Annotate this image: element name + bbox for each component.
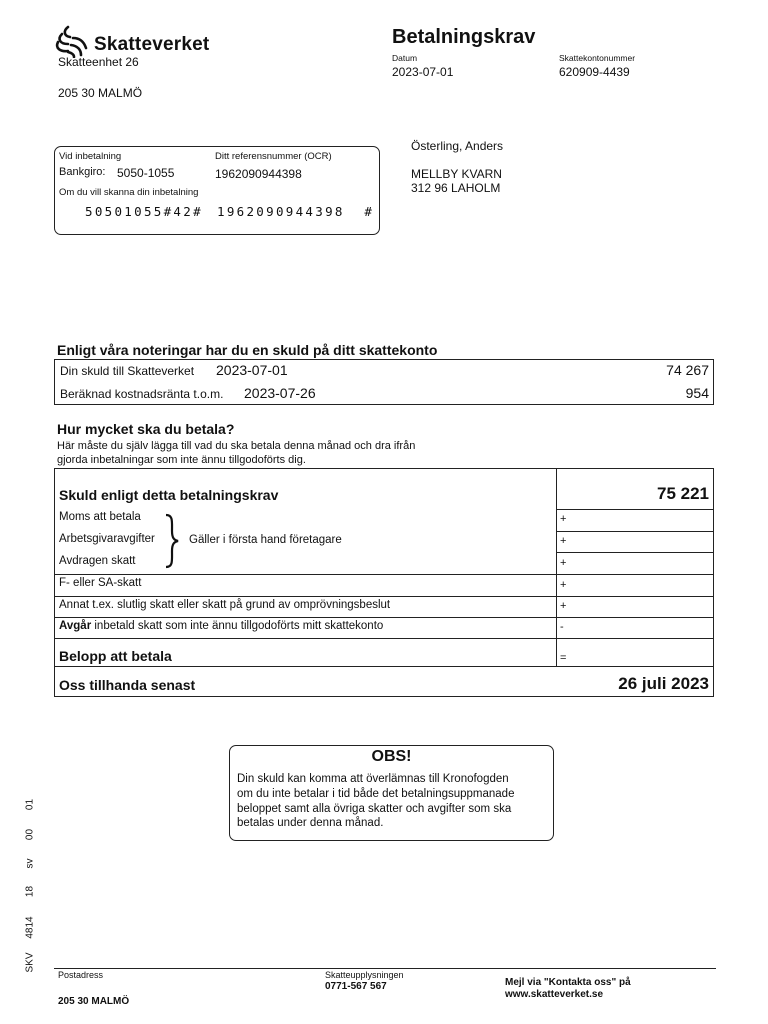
minus-sign: - xyxy=(560,621,564,633)
due-date-value: 26 juli 2023 xyxy=(618,674,709,693)
ocr-label: Ditt referensnummer (OCR) xyxy=(215,151,332,162)
side-code-v1: 00 xyxy=(24,828,36,841)
skatteverket-swirl-icon xyxy=(54,24,90,58)
brace-note: Gäller i första hand företagare xyxy=(189,534,342,546)
footer-divider xyxy=(54,968,716,969)
sender-unit: Skatteenhet 26 xyxy=(58,55,139,69)
obs-line: beloppet samt alla övriga skatter och avgifter som ska xyxy=(237,802,512,815)
f-skatt-label: F- eller SA-skatt xyxy=(59,577,142,589)
postal-address-value: 205 30 MALMÖ xyxy=(58,996,130,1007)
side-code-form: 4814 xyxy=(24,916,36,939)
belopp-label: Belopp att betala xyxy=(59,648,172,664)
row-divider xyxy=(55,574,714,575)
debt-total-amount: 75 221 xyxy=(657,484,709,503)
recipient-city: 312 96 LAHOLM xyxy=(411,181,501,195)
scan-label: Om du vill skanna din inbetalning xyxy=(59,187,199,198)
pay-label: Vid inbetalning xyxy=(59,151,122,162)
scan-code-part2: 1962090944398 # xyxy=(217,204,375,219)
document-title: Betalningskrav xyxy=(392,26,536,48)
website-link[interactable]: www.skatteverket.se xyxy=(505,989,604,1000)
debt-row xyxy=(55,360,713,382)
arbetsgivaravgifter-label: Arbetsgivaravgifter xyxy=(59,533,155,545)
avgar-label xyxy=(59,620,383,632)
row-divider xyxy=(556,509,714,510)
debt-row-amount: 74 267 xyxy=(666,362,709,378)
plus-sign: + xyxy=(560,535,567,547)
howmuch-desc-2: gjorda inbetalningar som inte ännu tillgodoförts dig. xyxy=(57,454,306,466)
obs-line: om du inte betalar i tid både det betalningsuppmanade xyxy=(237,787,515,800)
debt-summary-box xyxy=(54,359,714,405)
obs-text xyxy=(237,772,549,831)
howmuch-heading: Hur mycket ska du betala? xyxy=(57,421,235,437)
side-code-skv: SKV xyxy=(24,952,36,973)
date-value: 2023-07-01 xyxy=(392,65,454,79)
interest-row xyxy=(55,383,713,405)
moms-label: Moms att betala xyxy=(59,511,141,523)
avgar-bold: Avgår xyxy=(59,620,92,632)
row-divider xyxy=(55,638,714,639)
plus-sign: + xyxy=(560,557,567,569)
date-label: Datum xyxy=(392,53,418,63)
debt-row-label: Din skuld till Skatteverket xyxy=(60,364,195,378)
brand-name: Skatteverket xyxy=(94,34,210,55)
postal-address-label: Postadress xyxy=(58,970,104,980)
account-label: Skattekontonummer xyxy=(559,53,636,63)
bankgiro-label: Bankgiro: xyxy=(59,166,106,178)
ocr-value: 1962090944398 xyxy=(215,167,302,181)
email-line-1: Mejl via "Kontakta oss" på xyxy=(505,977,631,988)
due-date-label: Oss tillhanda senast xyxy=(59,677,196,693)
debt-heading: Enligt våra noteringar har du en skuld på ditt skattekonto xyxy=(57,342,438,358)
plus-sign: + xyxy=(560,579,567,591)
annat-label: Annat t.ex. slutlig skatt eller skatt på grund av omprövningsbeslut xyxy=(59,599,391,611)
equals-sign: = xyxy=(560,652,567,664)
avgar-rest: inbetald skatt som inte ännu tillgodoförts mitt skattekonto xyxy=(91,620,384,632)
row-divider xyxy=(556,552,714,553)
brace-icon xyxy=(163,513,181,569)
row-divider xyxy=(556,531,714,532)
interest-row-date: 2023-07-26 xyxy=(244,385,316,401)
payment-info-box xyxy=(54,146,380,235)
obs-title: OBS! xyxy=(371,748,412,765)
plus-sign: + xyxy=(560,513,567,525)
row-divider xyxy=(55,666,714,667)
side-code-num: 18 xyxy=(24,885,36,898)
side-code-lang: sv xyxy=(24,858,36,869)
row-divider xyxy=(55,596,714,597)
plus-sign: + xyxy=(560,600,567,612)
debt-row-date: 2023-07-01 xyxy=(216,362,288,378)
interest-row-amount: 954 xyxy=(685,385,709,401)
obs-line: betalas under denna månad. xyxy=(237,817,384,830)
recipient-name: Österling, Anders xyxy=(411,139,504,153)
tax-info-phone: 0771-567 567 xyxy=(325,981,387,992)
recipient-street: MELLBY KVARN xyxy=(411,167,502,181)
howmuch-desc-1: Här måste du själv lägga till vad du ska betala denna månad och dra ifrån xyxy=(57,440,416,452)
column-divider xyxy=(556,469,557,666)
obs-notice-box xyxy=(229,745,554,841)
row-divider xyxy=(55,617,714,618)
side-code-v2: 01 xyxy=(24,798,36,811)
payment-calculation-table xyxy=(54,468,714,697)
interest-row-label: Beräknad kostnadsränta t.o.m. xyxy=(60,387,224,401)
obs-line: Din skuld kan komma att överlämnas till Kronofogden xyxy=(237,773,509,785)
avdragen-skatt-label: Avdragen skatt xyxy=(59,555,136,567)
scan-code-part1: 50501055#42# xyxy=(85,204,203,219)
debt-total-label: Skuld enligt detta betalningskrav xyxy=(59,487,279,503)
sender-address: 205 30 MALMÖ xyxy=(58,86,143,100)
bankgiro-value: 5050-1055 xyxy=(117,166,175,180)
tax-info-label: Skatteupplysningen xyxy=(325,970,404,980)
account-value: 620909-4439 xyxy=(559,65,630,79)
